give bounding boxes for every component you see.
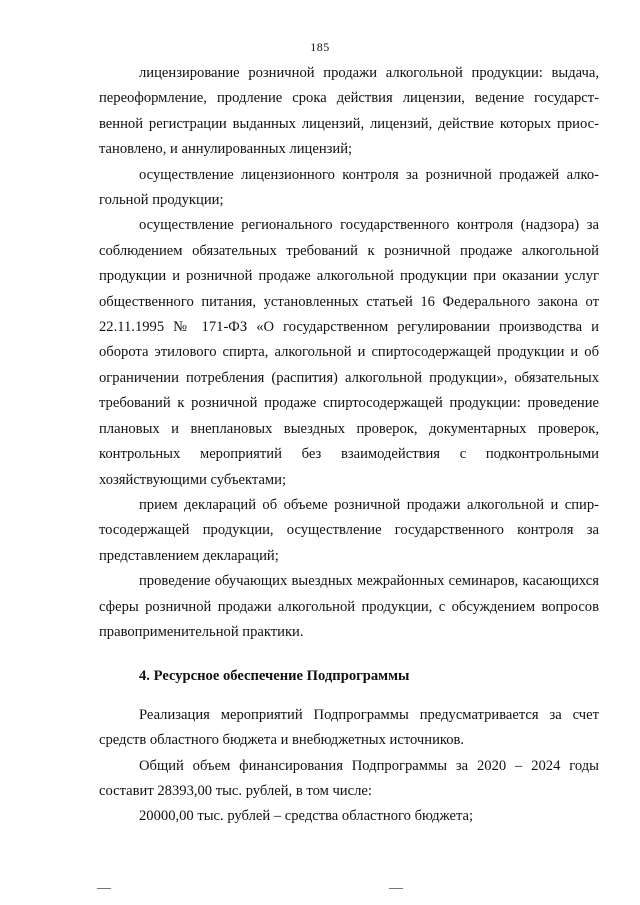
paragraph-declarations: прием деклараций об объеме розничной продажи алкогольной и спиртосодержащей продукции, осуществление государственного контроля за представлением деклараций; [99, 496, 599, 564]
paragraph-seminars: проведение обучающих выездных межрайонных семинаров, касающихся сферы розничной продажи алкогольной продукции, с обсуждением вопросов правоприменительной практики. [99, 573, 599, 640]
document-body [99, 61, 599, 830]
paragraph-license-control: осуществление лицензионного контроля за розничной продажей алкогольной продукции; [99, 166, 599, 209]
page-number: 185 [310, 40, 330, 54]
paragraph-funding-sources: Реализация мероприятий Подпрограммы предусматривается за счет средств областного бюджета и внебюджетных источников. [99, 706, 599, 749]
paragraph-funding-total: Общий объем финансирования Подпрограммы за 2020 – 2024 годы составит 28393,00 тыс. рублей, в том числе: [99, 757, 599, 799]
scan-mark-left [97, 888, 111, 889]
section-heading: 4. Ресурсное обеспечение Подпрограммы [139, 668, 410, 685]
paragraph-regional-budget: 20000,00 тыс. рублей – средства областного бюджета; [139, 808, 474, 825]
scan-mark-right [389, 888, 403, 889]
paragraph-licensing: лицензирование розничной продажи алкогольной продукции: выдача, переоформление, продление срока действия лицензии, ведение государственной регистрации выданных лицензий, лицензий, действие которых приостановлено, и аннулированных лицензий; [99, 65, 599, 158]
paragraph-regional-control: осуществление регионального государственного контроля (надзора) за соблюдением обязательных требований к розничной продаже алкогольной продукции и розничной продаже алкогольной продукции при оказании услуг общественного питания, установленных статьей 16 Федерального закона от 22.11.1995 № 171-ФЗ «О государственном регулировании производства и оборота этилового спирта, алкогольной и спиртосодержащей продукции и об ограничении потребления (распития) алкогольной продукции», обязательных требований к розничной продаже спиртосодержащей продукции: проведение плановых и внеплановых выездных проверок, документарных проверок, контрольных мероприятий без взаимодействия с подконтрольными хозяйствующими субъектами; [99, 217, 599, 488]
